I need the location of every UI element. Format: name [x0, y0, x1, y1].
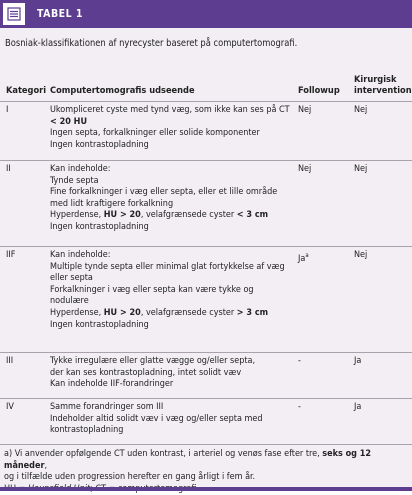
cell-kategori: I [6, 105, 9, 115]
description-line: eller septa [50, 273, 93, 284]
followup-value: Ja [298, 254, 306, 264]
description-line: nodulære [50, 296, 89, 307]
table-bottom-rule [0, 444, 412, 445]
table-row [0, 160, 412, 246]
cell-kategori: IV [6, 402, 14, 412]
footnote-marker: a [305, 252, 309, 259]
description-line: Fine forkalkninger i væg eller septa, eller et lille område [50, 187, 278, 198]
cell-kategori: III [6, 356, 14, 366]
cell-udseende [38, 356, 298, 391]
description-line: Multiple tynde septa eller minimal glat fortykkelse af væg [50, 261, 285, 272]
table-row [0, 352, 412, 398]
cell-kirurgisk: Nej [354, 164, 368, 174]
footnote-bold-text: seks og 12 måneder [4, 449, 372, 471]
table-caption: Bosniak-klassifikationen af nyrecyster baseret på computertomografi. [5, 38, 298, 49]
description-line: Kan indeholde: [50, 250, 111, 260]
description-line: Ingen kontrastopladning [50, 319, 149, 330]
footnote-text: a) Vi anvender opfølgende CT uden kontrast, i arteriel og venøs fase efter tre, [4, 449, 323, 459]
description-line: Hyperdense, HU > 20, velafgrænsede cyster < 3 cm [50, 210, 269, 221]
footnote-text: , [44, 460, 48, 471]
description-line: Samme forandringer som III [50, 402, 164, 412]
bosniak-table [0, 64, 412, 445]
cell-kategori: IIF [6, 250, 16, 260]
table-header-row [0, 64, 412, 96]
table-row [0, 398, 412, 444]
list-icon [3, 3, 25, 25]
description-line: kontrastopladning [50, 425, 124, 436]
description-line: Tykke irregulære eller glatte vægge og/eller septa, [50, 356, 256, 366]
cell-kirurgisk: Ja [354, 402, 362, 412]
description-line: Forkalkninger i væg eller septa kan være tykke og [50, 284, 254, 295]
table-label: TABEL 1 [37, 8, 83, 20]
cell-kategori: II [6, 164, 11, 174]
bottom-accent-bar [0, 487, 412, 491]
column-header-kategori: Kategori [6, 85, 47, 96]
description-line: Ukompliceret cyste med tynd væg, som ikke kan ses på CT [50, 105, 290, 115]
column-header-followup: Followup [298, 85, 340, 96]
description-line: Hyperdense, HU > 20, velafgrænsede cyster > 3 cm [50, 307, 269, 318]
cell-udseende [38, 402, 298, 437]
cell-kirurgisk: Ja [354, 356, 362, 366]
footnote-a [4, 449, 412, 472]
description-line: Ingen septa, forkalkninger eller solide komponenter [50, 128, 260, 139]
cell-followup [298, 250, 354, 266]
cell-udseende [38, 250, 298, 331]
description-line: Kan indeholde: [50, 164, 111, 174]
description-line: Indeholder altid solidt væv i væg og/eller septa med [50, 413, 263, 424]
description-line: Tynde septa [50, 175, 99, 186]
table-row [0, 246, 412, 352]
cell-udseende [38, 105, 298, 151]
cell-kirurgisk: Nej [354, 105, 368, 115]
column-header-kirurgisk-line2: intervention [354, 85, 412, 96]
description-line: der kan ses kontrastopladning, intet solidt væv [50, 367, 242, 378]
description-line: Ingen kontrastopladning [50, 221, 149, 232]
table-header-bar [0, 0, 412, 28]
footnote-a-cont: og i tilfælde uden progression herefter en gang årligt i fem år. [4, 472, 256, 483]
cell-followup: - [298, 402, 301, 412]
column-header-udseende: Computertomografis udseende [50, 85, 195, 96]
cell-followup: Nej [298, 105, 312, 115]
cell-udseende [38, 164, 298, 234]
description-line: Ingen kontrastopladning [50, 139, 149, 150]
table-row [0, 101, 412, 160]
description-line: med lidt kraftigere forkalkning [50, 198, 174, 209]
column-header-kirurgisk-line1: Kirurgisk [354, 74, 397, 85]
description-line: Kan indeholde IIF-forandringer [50, 379, 174, 390]
cell-followup: - [298, 356, 301, 366]
description-line: < 20 HU [50, 116, 88, 127]
cell-followup: Nej [298, 164, 312, 174]
cell-kirurgisk: Nej [354, 250, 368, 260]
column-header-kirurgisk [354, 64, 412, 96]
